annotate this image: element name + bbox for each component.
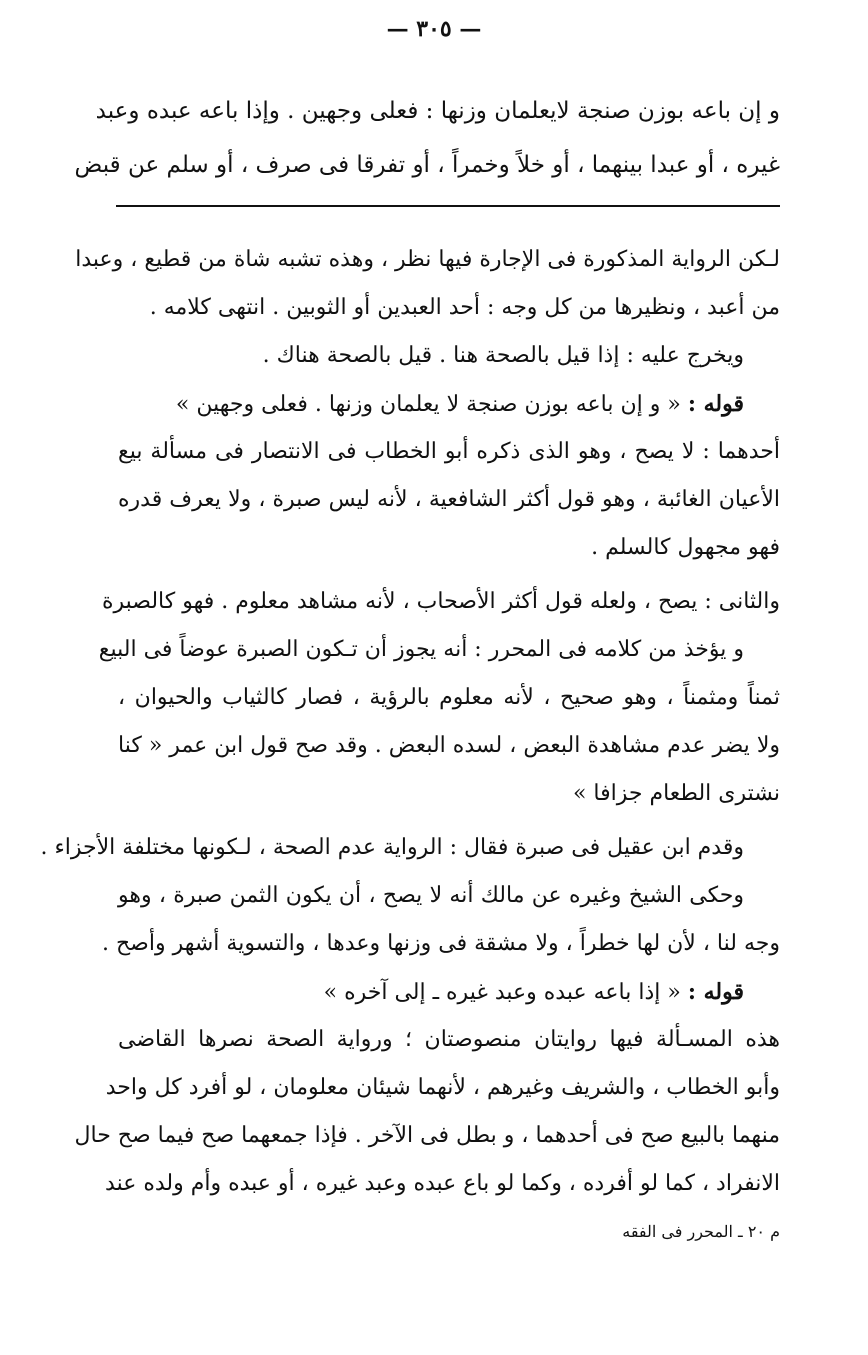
quoted-text: « و إن باعه بوزن صنجة لا يعلمان وزنها . فعلى وجهين » — [175, 392, 681, 417]
qawluhu-label: قوله : — [687, 979, 744, 1005]
commentary-line: فهو مجهول كالسلم . — [591, 535, 780, 560]
commentary-heading — [118, 380, 780, 428]
commentary-line: وأبو الخطاب ، والشريف وغيرهم ، لأنهما شيئان معلومان ، لو أفرد كل واحد — [105, 1075, 780, 1100]
commentary-line: لـكن الرواية المذكورة فى الإجارة فيها نظر ، وهذه تشبه شاة من قطيع ، وعبدا — [75, 247, 780, 272]
commentary-line: وقدم ابن عقيل فى صبرة فقال : الرواية عدم الصحة ، لـكونها مختلفة الأجزاء . — [40, 835, 744, 860]
commentary-line: وحكى الشيخ وغيره عن مالك أنه لا يصح ، أن يكون الثمن صبرة ، وهو — [118, 883, 744, 908]
separator-rule — [116, 205, 780, 207]
commentary-line: الانفراد ، كما لو أفرده ، وكما لو باع عبده وعبد غيره ، أو عبده وأم ولده عند — [105, 1171, 780, 1196]
qawluhu-label: قوله : — [687, 391, 744, 417]
commentary-line: الأعيان الغائبة ، وهو قول أكثر الشافعية ، لأنه ليس صبرة ، ولا يعرف قدره — [118, 487, 780, 512]
main-text-line: و إن باعه بوزن صنجة لايعلمان وزنها : فعلى وجهين . وإذا باعه عبده وعبد — [95, 98, 780, 124]
page-footer: م ٢٠ ـ المحرر فى الفقه — [622, 1222, 780, 1241]
commentary-line: والثانى : يصح ، ولعله قول أكثر الأصحاب ، لأنه مشاهد معلوم . فهو كالصبرة — [101, 589, 780, 614]
quoted-text: « إذا باعه عبده وعبد غيره ـ إلى آخره » — [323, 980, 681, 1005]
main-text-block — [74, 84, 780, 192]
commentary-heading — [118, 968, 780, 1016]
commentary-line: ويخرج عليه : إذا قيل بالصحة هنا . قيل بالصحة هناك . — [262, 343, 744, 368]
commentary-block — [40, 236, 780, 1208]
commentary-line: ولا يضر عدم مشاهدة البعض ، لسده البعض . وقد صح قول ابن عمر « كنا — [118, 733, 780, 758]
commentary-line: نشترى الطعام جزافا » — [572, 781, 780, 806]
commentary-line: و يؤخذ من كلامه فى المحرر : أنه يجوز أن تـكون الصبرة عوضاً فى البيع — [98, 637, 744, 662]
main-text-line: غيره ، أو عبدا بينهما ، أو خلاً وخمراً ، أو تفرقا فى صرف ، أو سلم عن قبض — [74, 152, 780, 178]
page-number: — ٣٠٥ — — [386, 16, 482, 42]
commentary-line: ثمناً ومثمناً ، وهو صحيح ، لأنه معلوم بالرؤية ، فصار كالثياب والحيوان ، — [118, 685, 780, 710]
commentary-line: من أعبد ، ونظيرها من كل وجه : أحد العبدين أو الثوبين . انتهى كلامه . — [149, 295, 780, 320]
commentary-line: منهما بالبيع صح فى أحدهما ، و بطل فى الآخر . فإذا جمعهما صح فيما صح حال — [74, 1123, 780, 1148]
commentary-line: وجه لنا ، لأن لها خطراً ، ولا مشقة فى وزنها وعدها ، والتسوية أشهر وأصح . — [101, 931, 780, 956]
commentary-line: أحدهما : لا يصح ، وهو الذى ذكره أبو الخطاب فى الانتصار فى مسألة بيع — [118, 439, 780, 464]
commentary-line: هذه المسـألة فيها روايتان منصوصتان ؛ ورواية الصحة نصرها القاضى — [118, 1027, 780, 1052]
